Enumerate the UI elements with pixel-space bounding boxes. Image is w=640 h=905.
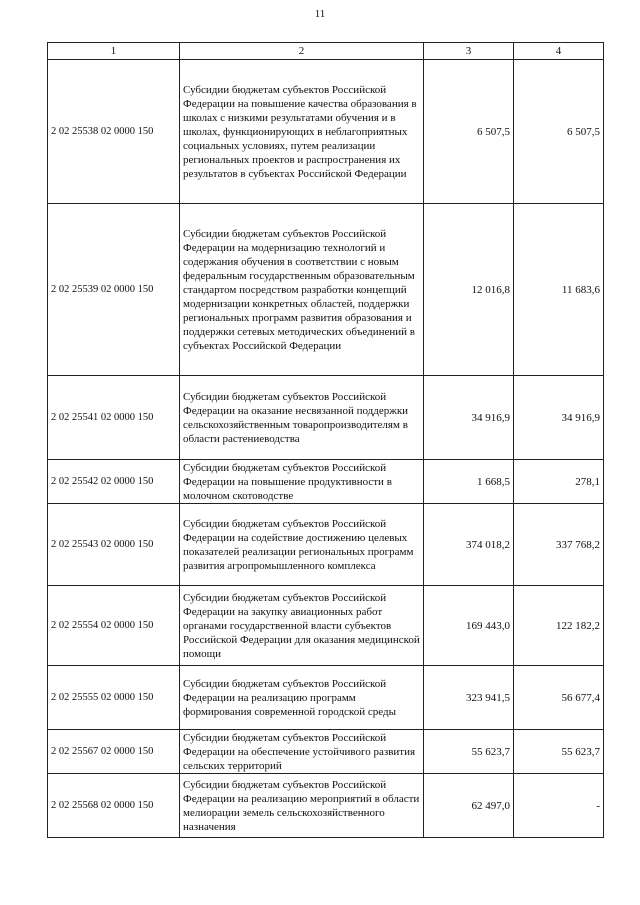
page-number: 11 xyxy=(314,8,326,20)
table-row xyxy=(48,376,604,460)
row-value-col4: 278,1 xyxy=(514,460,604,504)
row-code: 2 02 25568 02 0000 150 xyxy=(48,774,180,838)
row-value-col4: 55 623,7 xyxy=(514,730,604,774)
row-value-col3: 55 623,7 xyxy=(424,730,514,774)
row-value-col3: 374 018,2 xyxy=(424,504,514,586)
row-value-col3: 34 916,9 xyxy=(424,376,514,460)
budget-table xyxy=(47,42,604,838)
table-row xyxy=(48,774,604,838)
row-description: Субсидии бюджетам субъектов Российской Федерации на модернизацию технологий и содержания обучения в соответствии с новым федеральным государственным образовательным стандартом посредством разработки концепций модернизации конкретных областей, поддержки региональных программ развития образования и поддержки сетевых методических объединений в субъектах Российской Федерации xyxy=(180,204,424,376)
row-code: 2 02 25555 02 0000 150 xyxy=(48,666,180,730)
header-row xyxy=(48,43,604,60)
row-code: 2 02 25541 02 0000 150 xyxy=(48,376,180,460)
row-value-col4: 337 768,2 xyxy=(514,504,604,586)
row-code: 2 02 25543 02 0000 150 xyxy=(48,504,180,586)
row-value-col3: 12 016,8 xyxy=(424,204,514,376)
row-value-col4: 6 507,5 xyxy=(514,60,604,204)
row-value-col4: - xyxy=(514,774,604,838)
row-description: Субсидии бюджетам субъектов Российской Федерации на обеспечение устойчивого развития сельских территорий xyxy=(180,730,424,774)
row-value-col3: 6 507,5 xyxy=(424,60,514,204)
row-description: Субсидии бюджетам субъектов Российской Федерации на содействие достижению целевых показателей реализации региональных программ развития агропромышленного комплекса xyxy=(180,504,424,586)
row-value-col3: 169 443,0 xyxy=(424,586,514,666)
table-row xyxy=(48,586,604,666)
row-value-col4: 56 677,4 xyxy=(514,666,604,730)
row-value-col3: 1 668,5 xyxy=(424,460,514,504)
row-code: 2 02 25539 02 0000 150 xyxy=(48,204,180,376)
row-description: Субсидии бюджетам субъектов Российской Федерации на оказание несвязанной поддержки сельскохозяйственным товаропроизводителям в области растениеводства xyxy=(180,376,424,460)
column-header: 3 xyxy=(424,43,514,60)
row-description: Субсидии бюджетам субъектов Российской Федерации на реализацию мероприятий в области мелиорации земель сельскохозяйственного назначения xyxy=(180,774,424,838)
table-row xyxy=(48,504,604,586)
table-row xyxy=(48,730,604,774)
row-value-col3: 62 497,0 xyxy=(424,774,514,838)
row-description: Субсидии бюджетам субъектов Российской Федерации на реализацию программ формирования современной городской среды xyxy=(180,666,424,730)
row-code: 2 02 25554 02 0000 150 xyxy=(48,586,180,666)
row-code: 2 02 25567 02 0000 150 xyxy=(48,730,180,774)
column-header: 4 xyxy=(514,43,604,60)
table-row xyxy=(48,60,604,204)
row-value-col3: 323 941,5 xyxy=(424,666,514,730)
table-row xyxy=(48,666,604,730)
row-description: Субсидии бюджетам субъектов Российской Федерации на повышение продуктивности в молочном скотоводстве xyxy=(180,460,424,504)
row-description: Субсидии бюджетам субъектов Российской Федерации на закупку авиационных работ органами государственной власти субъектов Российской Федерации для оказания медицинской помощи xyxy=(180,586,424,666)
column-header: 2 xyxy=(180,43,424,60)
row-code: 2 02 25542 02 0000 150 xyxy=(48,460,180,504)
column-header: 1 xyxy=(48,43,180,60)
row-code: 2 02 25538 02 0000 150 xyxy=(48,60,180,204)
row-value-col4: 11 683,6 xyxy=(514,204,604,376)
table-row xyxy=(48,460,604,504)
row-description: Субсидии бюджетам субъектов Российской Федерации на повышение качества образования в школах с низкими результатами обучения и в школах, функционирующих в неблагоприятных социальных условиях, путем реализации региональных проектов и распространения их результатов в субъектах Российской Федерации xyxy=(180,60,424,204)
table-row xyxy=(48,204,604,376)
row-value-col4: 122 182,2 xyxy=(514,586,604,666)
row-value-col4: 34 916,9 xyxy=(514,376,604,460)
